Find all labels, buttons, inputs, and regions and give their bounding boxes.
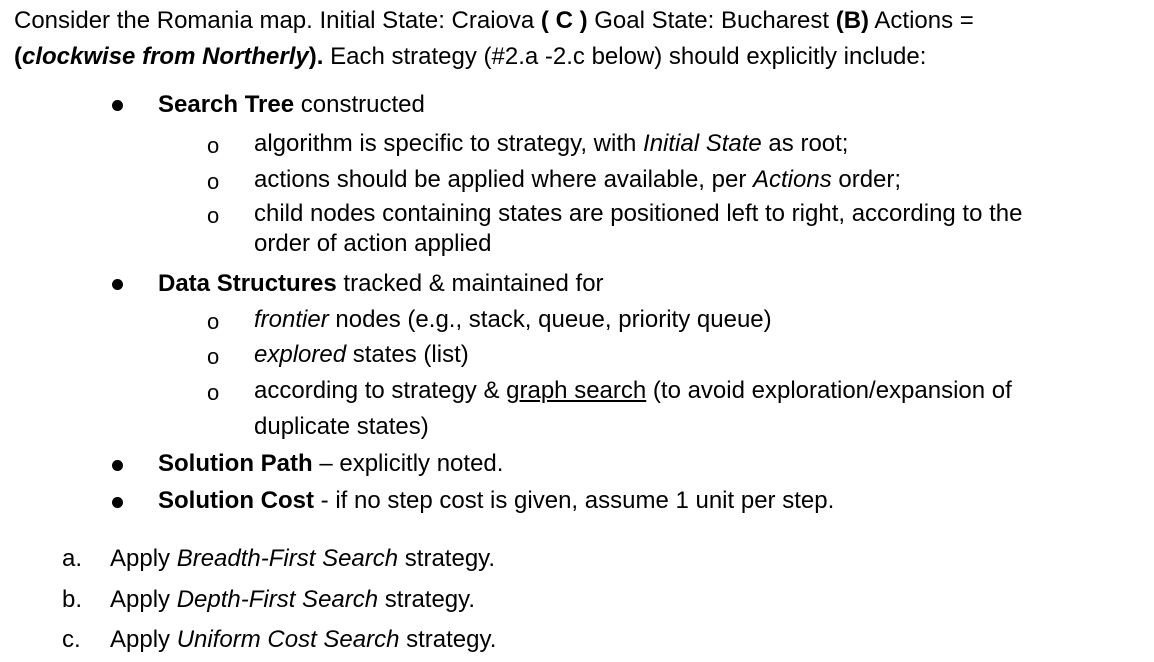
sub-text-em: Initial State [643, 130, 762, 157]
bullet-title: Search Tree [158, 91, 295, 118]
task-item-bfs [110, 544, 495, 574]
bullet-solution-path [158, 449, 503, 479]
task-text: strategy. [398, 545, 496, 572]
task-text: strategy. [399, 626, 497, 653]
strategy-name: Breadth-First Search [176, 545, 399, 572]
intro-text: Consider the Romania map. Initial State: Craiova [14, 7, 541, 34]
bullet-text: constructed [294, 91, 425, 118]
sub-text: nodes (e.g., stack, queue, priority queue) [328, 306, 772, 333]
strategy-name: Uniform Cost Search [176, 626, 400, 653]
sub-text: actions should be applied where available, per [254, 166, 753, 193]
sub-item-continued: order of action applied [254, 230, 492, 257]
task-item-dfs [110, 585, 475, 615]
sub-item [254, 376, 1012, 406]
sub-bullet-icon: o [207, 203, 220, 228]
sub-text-em: frontier [254, 306, 329, 333]
bullet-icon [112, 497, 123, 508]
sub-bullet-icon: o [207, 169, 220, 194]
task-item-ucs [110, 625, 496, 655]
sub-text-em: explored [254, 341, 347, 368]
task-text: Apply [110, 586, 177, 613]
sub-bullet-icon: o [207, 309, 220, 334]
intro-text: Actions = [869, 7, 974, 34]
bullet-text: – explicitly noted. [312, 450, 504, 477]
paren: ). [308, 43, 324, 70]
paren: ( [14, 43, 22, 70]
bullet-text: tracked & maintained for [336, 270, 604, 297]
intro-line-1 [14, 6, 974, 36]
bullet-data-structures [158, 269, 604, 299]
bullet-icon [112, 460, 123, 471]
intro-text: Each strategy (#2.a -2.c below) should explicitly include: [323, 43, 927, 70]
sub-item [254, 340, 469, 370]
bullet-title: Data Structures [158, 270, 337, 297]
sub-text: order; [831, 166, 902, 193]
task-marker: a. [62, 545, 83, 572]
bullet-search-tree [158, 90, 425, 120]
strategy-name: Depth-First Search [176, 586, 379, 613]
bullet-title: Solution Path [158, 450, 313, 477]
sub-item [254, 129, 848, 159]
bullet-icon [112, 100, 123, 111]
task-text: strategy. [378, 586, 476, 613]
task-marker: b. [62, 586, 83, 613]
sub-text: states (list) [346, 341, 469, 368]
sub-text: as root; [761, 130, 849, 157]
bullet-solution-cost [158, 486, 834, 516]
sub-item-continued: duplicate states) [254, 413, 429, 440]
bullet-text: - if no step cost is given, assume 1 unit per step. [313, 487, 835, 514]
sub-item: child nodes containing states are positioned left to right, according to the [254, 200, 1023, 227]
goal-state-code: (B) [835, 7, 870, 34]
sub-item [254, 165, 901, 195]
sub-bullet-icon: o [207, 344, 220, 369]
sub-text-em: Actions [753, 166, 832, 193]
task-marker: c. [62, 626, 81, 653]
task-text: Apply [110, 545, 177, 572]
intro-line-2 [14, 42, 926, 72]
bullet-icon [112, 279, 123, 290]
intro-text: Goal State: Bucharest [587, 7, 836, 34]
task-text: Apply [110, 626, 177, 653]
sub-item [254, 305, 772, 335]
sub-bullet-icon: o [207, 133, 220, 158]
actions-order: clockwise from Northerly [22, 43, 309, 70]
sub-bullet-icon: o [207, 380, 220, 405]
sub-text: algorithm is specific to strategy, with [254, 130, 644, 157]
bullet-title: Solution Cost [158, 487, 314, 514]
sub-text: according to strategy & [254, 377, 507, 404]
graph-search-link: graph search [506, 377, 647, 404]
initial-state-code: ( C ) [540, 7, 588, 34]
sub-text: (to avoid exploration/expansion of [646, 377, 1012, 404]
